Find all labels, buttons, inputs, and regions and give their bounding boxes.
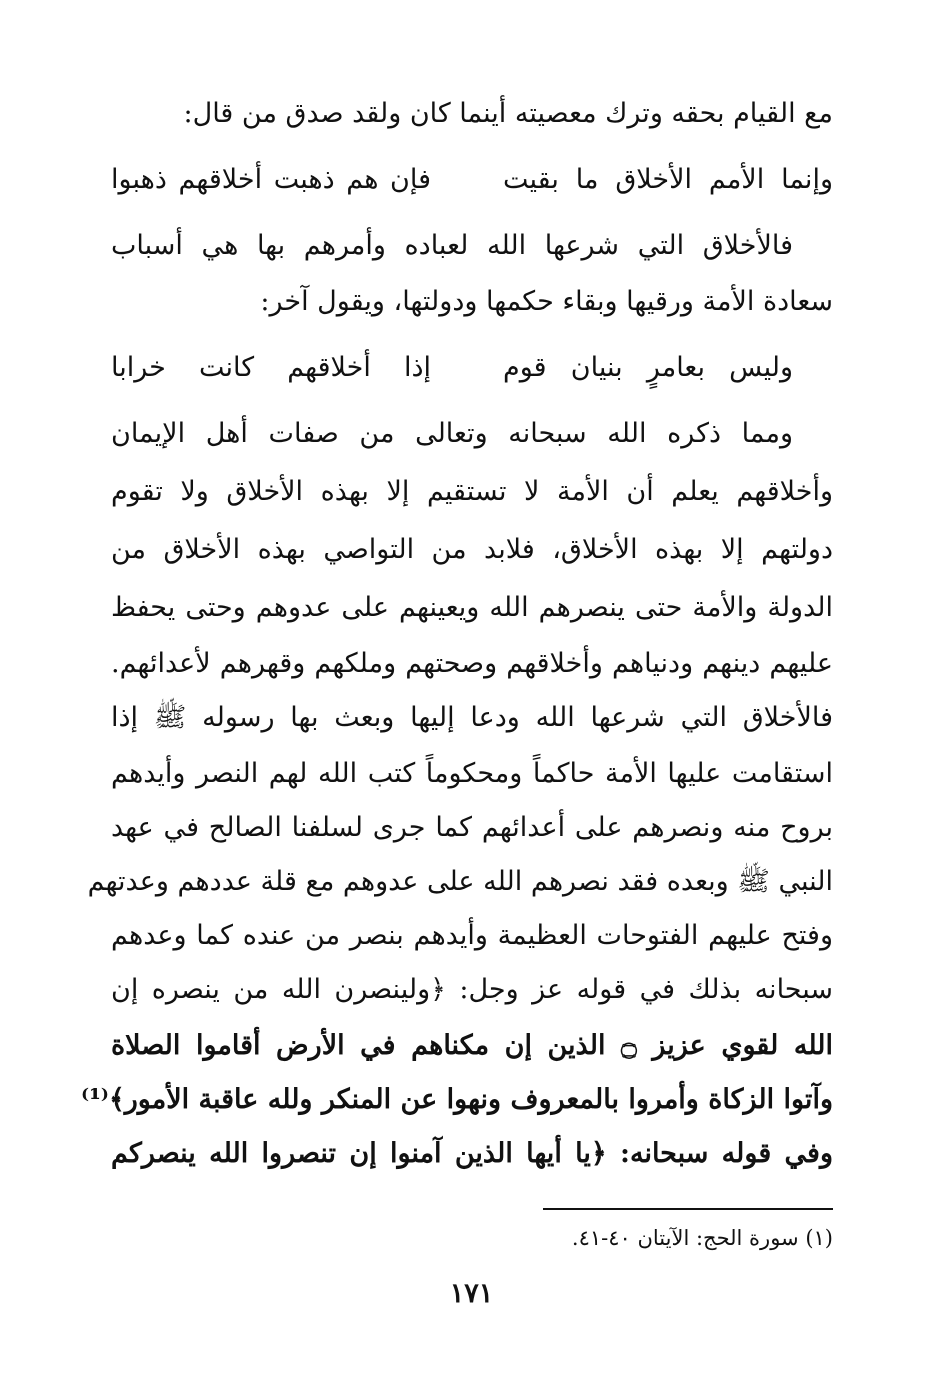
footnote: (١) سورة الحج: الآيتان ٤٠-٤١. [571,1226,833,1250]
page-number: ١٧١ [449,1278,494,1309]
text-line-11: بروح منه ونصرهم على أعدائهم كما جرى لسلفنا الصالح في عهد [111,812,833,843]
text-line-8: عليهم دينهم ودنياهم وأخلاقهم وصحتهم وملكهم وقهرهم لأعدائهم. [111,648,833,679]
footnote-separator [543,1208,833,1210]
text-line-13: وفتح عليهم الفتوحات العظيمة وأيدهم بنصر من عنده كما وعدهم [111,920,833,951]
text-line-12: النبي ﷺ وبعده فقد نصرهم الله على عدوهم مع قلة عددهم وعدتهم [87,866,833,897]
text-line-17: وفي قوله سبحانه: ﴿يا أيها الذين آمنوا إن تنصروا الله ينصركم [111,1138,833,1169]
text-line-3: سعادة الأمة ورقيها وبقاء حكمها ودولتها، ويقول آخر: [260,286,833,317]
text-line-6: دولتهم إلا بهذه الأخلاق، فلابد من التواصي بهذه الأخلاق من [111,534,833,565]
text-line-14: سبحانه بذلك في قوله عز وجل: ﴿ولينصرن الله من ينصره إن [111,974,833,1005]
text-line-1: مع القيام بحقه وترك معصيته أينما كان ولقد صدق من قال: [183,98,833,129]
text-line-9: فالأخلاق التي شرعها الله ودعا إليها وبعث بها رسوله ﷺ إذا [111,702,833,733]
text-line-15: الله لقوي عزيز ۝ الذين إن مكناهم في الأرض أقاموا الصلاة [111,1030,833,1061]
verse-1-first-hemistich: وإنما الأمم الأخلاق ما بقيت [503,164,833,195]
text-line-4: ومما ذكره الله سبحانه وتعالى من صفات أهل الإيمان [111,418,793,449]
text-line-5: وأخلاقهم يعلم أن الأمة لا تستقيم إلا بهذه الأخلاق ولا تقوم [111,476,833,507]
poem-verse-1 [111,150,833,210]
text-line-2: فالأخلاق التي شرعها الله لعباده وأمرهم بها هي أسباب [111,230,793,261]
verse-2-first-hemistich: وليس بعامرٍ بنيان قوم [503,352,793,383]
text-line-10: استقامت عليها الأمة حاكماً ومحكوماً كتب الله لهم النصر وأيدهم [111,758,833,789]
verse-1-second-hemistich: فإن هم ذهبت أخلاقهم ذهبوا [111,164,431,195]
poem-verse-2 [111,338,833,398]
text-line-16: وآتوا الزكاة وأمروا بالمعروف ونهوا عن المنكر ولله عاقبة الأمور﴾⁽¹⁾ [81,1084,833,1115]
verse-2-second-hemistich: إذا أخلاقهم كانت خرابا [111,352,431,383]
text-line-7: الدولة والأمة حتى ينصرهم الله ويعينهم على عدوهم وحتى يحفظ [111,592,833,623]
